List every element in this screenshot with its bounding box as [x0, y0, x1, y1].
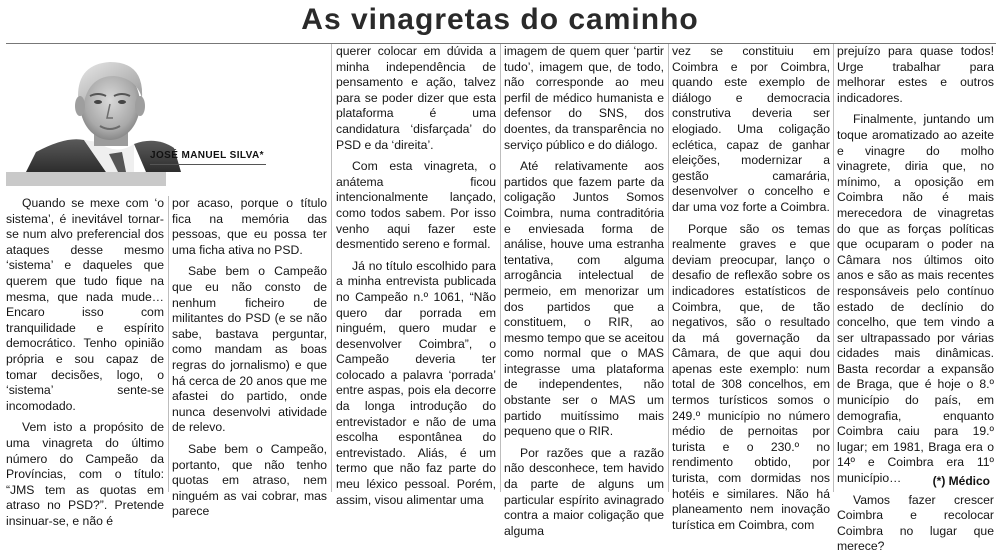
article-column-4: [504, 44, 664, 538]
column-divider: [500, 44, 501, 492]
author-footnote: (*) Médico: [932, 474, 990, 488]
paragraph: Até relativamente aos partidos que fazem parte da coligação Juntos Somos Coimbra, numa contraditória e enviesada forma de análise, houve uma estranha tentativa, com alguma arrogância intelectual de permeio, em menorizar um dos partidos que a constituem, o RIR, ao mesmo tempo que se aceitou como normal que o MAS integrasse uma plataforma de independentes, não obstante ser o MAS um partido muitíssimo mais pequeno que o RIR.: [504, 159, 664, 439]
paragraph: querer colocar em dúvida a minha independência de pensamento e ação, talvez para se poder dizer que esta plataforma é uma candidatura ‘disfarçada’ do PSD e da ‘direita’.: [336, 44, 496, 152]
paragraph: Porque são os temas realmente graves e que deviam preocupar, lanço o desafio de reflexão sobre os indicadores estatísticos de Coimbra, que, de tão negativos, são o resultado da má governação da Câmara, de que aqui dou apenas este exemplo: num total de 308 concelhos, em termos turísticos somos o 249.º município no número médio de pernoitas por turista e o 230.º no rendimento obtido, por turista, com dormidas nos hotéis e similares. Não há planeamento nem inovação turística em Coimbra, com: [672, 221, 830, 532]
article-column-2: [172, 196, 327, 519]
author-byline: JOSÉ MANUEL SILVA*: [150, 150, 264, 161]
paragraph: Vamos fazer crescer Coimbra e recolocar Coimbra no lugar que merece?: [837, 492, 994, 554]
column-divider: [668, 44, 669, 492]
byline-divider: [150, 164, 266, 165]
paragraph: Vem isto a propósito de uma vinagreta do último número do Campeão da Províncias, com o título: “JMS tem as quotas em atraso no PSD?”. Pretende insinuar-se, e não é: [6, 420, 164, 528]
paragraph: Já no título escolhido para a minha entrevista publicada no Campeão n.º 1061, “Não quero dar porrada em ninguém, quero mudar e desenvolver Coimbra”, o Campeão deveria ter colocado a palavra ‘porrada’ entre aspas, pois ela decorre da longa introdução do entrevistador e não de uma escolha espontânea do entrevistado. Aliás, é um termo que não faz parte do meu léxico pessoal. Porém, assim, visou alimentar uma: [336, 258, 496, 507]
paragraph: prejuízo para quase todos! Urge trabalhar para melhorar estes e outros indicadores.: [837, 44, 994, 105]
column-divider: [168, 196, 169, 492]
paragraph: imagem de quem quer ‘partir tudo’, imagem que, de todo, não corresponde ao meu perfil de médico humanista e defensor do SNS, dos doentes, da transparência no serviço público e do diálogo.: [504, 44, 664, 152]
paragraph: por acaso, porque o título fica na memória das pessoas, que eu possa ter uma ficha ativa no PSD.: [172, 196, 327, 257]
column-divider: [331, 44, 332, 492]
article-headline: As vinagretas do caminho: [301, 3, 699, 36]
paragraph: Finalmente, juntando um toque aromatizado ao azeite e vinagre do molho vinagrete, diria que, no mínimo, a oposição em Coimbra não é mais merecedora de vinagretas do que as forças políticas que ocuparam o poder na Câmara nos últimos oito anos e são as mais recentes responsáveis pelo contínuo estado de declínio do concelho, que tem vindo a ser ultrapassado por várias cidades mais dinâmicas. Basta recordar a expansão de Braga, que é hoje o 8.º município do país, em demografia, enquanto Coimbra caiu para 19.º lugar; em 1981, Braga era o 14º e Coimbra era 11º município…: [837, 112, 994, 486]
paragraph: Por razões que a razão não desconhece, tem havido da parte de alguns um particular espírito avinagrado contra a maior coligação que alguma: [504, 445, 664, 538]
decorative-gray-bar: [6, 172, 166, 186]
column-divider: [833, 44, 834, 492]
article-column-1: [6, 196, 164, 528]
paragraph: Sabe bem o Campeão, portanto, que não tenho quotas em atraso, nem ninguém as vai cobrar, mas parece: [172, 441, 327, 519]
article-column-3: [336, 44, 496, 507]
paragraph: vez se constituiu em Coimbra e por Coimbra, quando este exemplo de diálogo e democracia construtiva deveria ser elogiado. Uma coligação eclética, capaz de ganhar eleições, modernizar a gestão camarária, desenvolver o concelho e dar uma voz forte a Coimbra.: [672, 44, 830, 214]
paragraph: Com esta vinagreta, o anátema ficou intencionalmente lançado, como todos sabem. Por isso venho aqui fazer este desmentido sereno e formal.: [336, 159, 496, 252]
paragraph: Quando se mexe com ‘o sistema’, é inevitável tornar-se num alvo preferencial dos ataques desse mesmo ‘sistema’ e daqueles que querem que tudo fique na mesma, que nada mude… Encaro isso com tranquilidade e espírito democrático. Tenho opinião própria e sou capaz de tomar decisões, logo, o ‘sistema’ sente-se incomodado.: [6, 196, 164, 413]
article-column-5: [672, 44, 830, 532]
paragraph: Sabe bem o Campeão que eu não consto de nenhum ficheiro de militantes do PSD (e se não sabe, bastava perguntar, como mandam as boas regras do jornalismo) e que há cerca de 20 anos que me afastei do partido, onde nunca desenvolvi atividade de relevo.: [172, 264, 327, 435]
